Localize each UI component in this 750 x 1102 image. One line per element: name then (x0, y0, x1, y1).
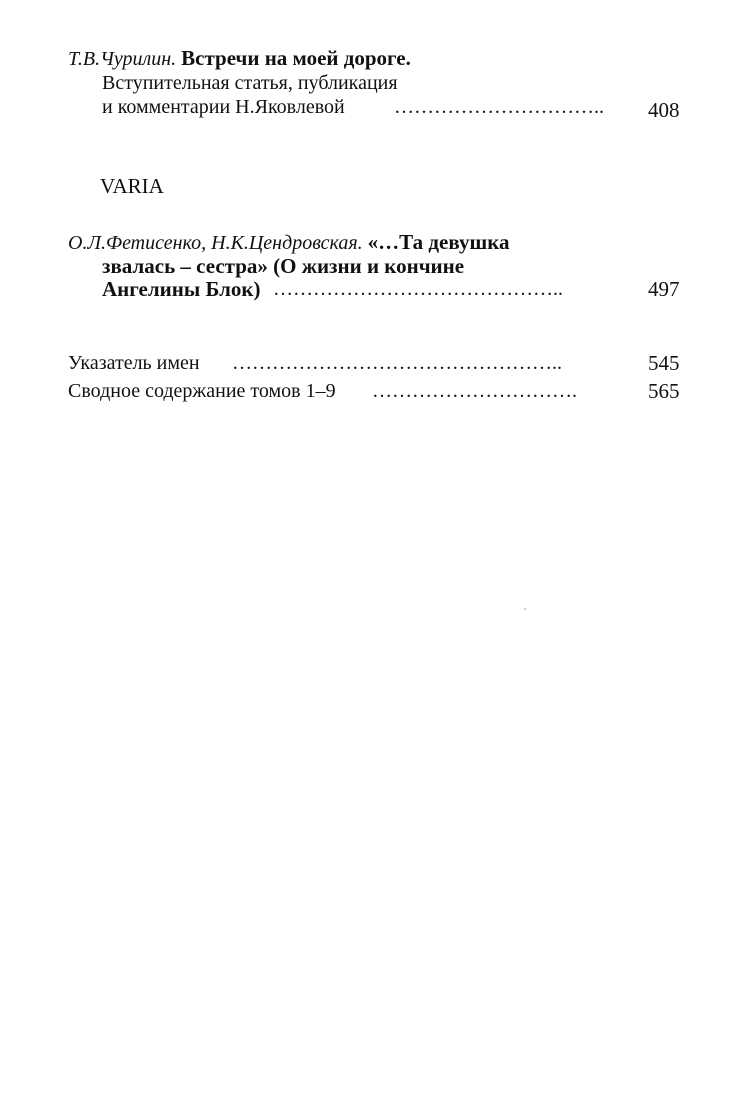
page-number: 545 (648, 351, 680, 375)
page-number: 408 (648, 98, 680, 122)
entry-subtitle-line: и комментарии Н.Яковлевой (102, 96, 345, 118)
leader-dots: ………………………………………….. (232, 352, 562, 374)
entry-title: «…Та девушка (367, 230, 510, 254)
toc-entry-churilin (68, 46, 411, 71)
paper-speck (524, 608, 526, 610)
entry-author: Т.В.Чурилин. (68, 48, 177, 70)
page-number: 497 (648, 277, 680, 301)
leader-dots: …………………………………….. (273, 278, 563, 300)
entry-author: О.Л.Фетисенко, Н.К.Цендровская. (68, 232, 363, 254)
section-heading: VARIA (100, 174, 164, 198)
toc-entry-fetisenko (68, 230, 509, 255)
leader-dots: …………………………. (372, 380, 577, 402)
entry-title-line: Ангелины Блок) (102, 277, 261, 301)
entry-title-line: звалась – сестра» (О жизни и кончине (102, 254, 465, 278)
entry-subtitle-line: Вступительная статья, публикация (102, 72, 398, 94)
page-number: 565 (648, 379, 680, 403)
toc-entry-summary: Сводное содержание томов 1–9 (68, 380, 336, 402)
leader-dots: ………………………….. (394, 96, 604, 118)
entry-title: Встречи на моей дороге. (181, 46, 411, 70)
toc-entry-index: Указатель имен (68, 352, 200, 374)
